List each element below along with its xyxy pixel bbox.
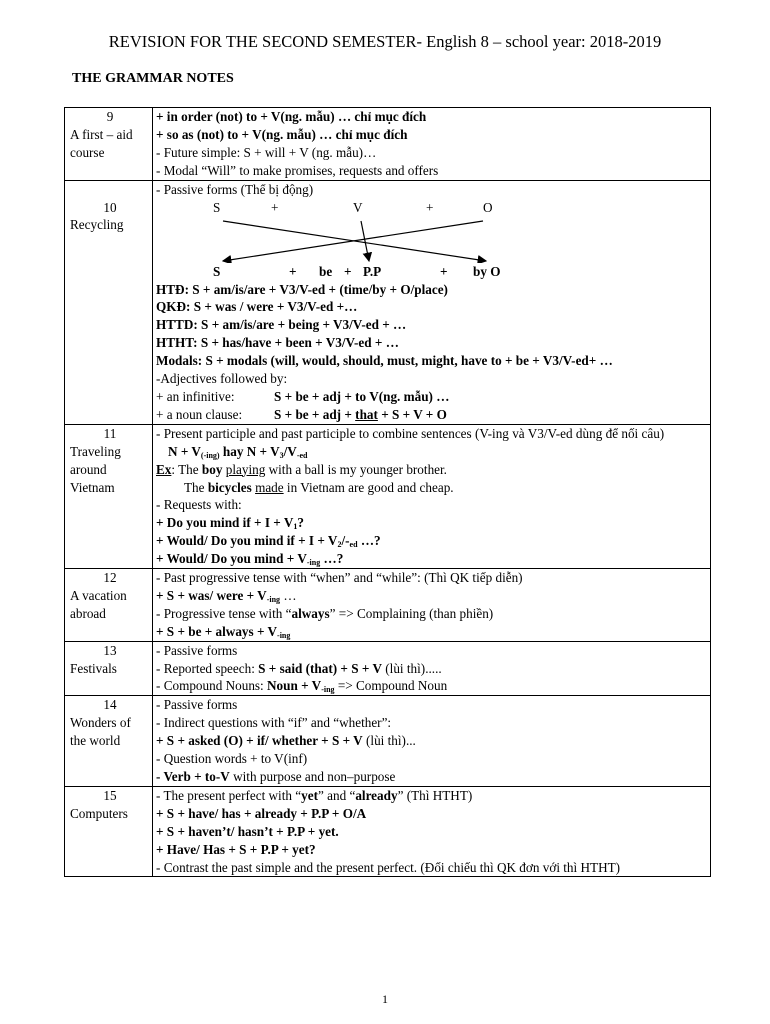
adj-formula: that <box>355 406 378 422</box>
note-line: with purpose and non–purpose <box>229 769 396 784</box>
formula-part: S <box>213 199 221 215</box>
note-line: (lùi thì)..... <box>381 660 442 676</box>
note-line: - Passive forms (Thể bị động) <box>156 181 314 197</box>
grammar-table <box>64 107 711 877</box>
example-text: playing <box>225 461 266 477</box>
table-row <box>65 108 711 181</box>
tense-line: HTTD: S + am/is/are + being + V3/V-ed + … <box>156 317 407 333</box>
tense-line: HTHT: S + has/have + been + V3/V-ed + … <box>156 335 399 351</box>
note-line: - Future simple: S + will + V (ng. mẫu)… <box>156 144 377 160</box>
unit-title: Traveling around Vietnam <box>70 443 121 495</box>
note-line: (lùi thì)... <box>362 733 416 749</box>
note-line: always <box>291 605 330 621</box>
example-text: in Vietnam are good and cheap. <box>283 479 454 495</box>
adj-formula: + S + V + O <box>377 406 447 422</box>
note-line: Noun + V <box>267 678 322 694</box>
tense-line: Modals: S + modals (will, would, should, must, might, have to + be + V3/V-ed+ … <box>156 353 613 369</box>
subscript: -ed <box>296 450 308 460</box>
formula: N + V <box>168 443 201 459</box>
example-text: with a ball is my younger brother. <box>265 461 447 477</box>
unit-cell <box>65 108 153 181</box>
note-line: + S + have/ has + already + P.P + O/A <box>156 805 367 821</box>
note-line: + S + be + always + V <box>156 623 278 639</box>
request-line: …? <box>320 551 344 567</box>
note-line: - Question words + to V(inf) <box>156 751 308 767</box>
subscript: -ing <box>306 558 321 568</box>
subscript: 3 <box>279 450 284 460</box>
unit-cell <box>65 424 153 568</box>
notes-cell <box>153 786 711 877</box>
adj-label: + an infinitive: <box>156 388 235 404</box>
unit-title: Festivals <box>70 660 117 676</box>
unit-number: 10 <box>103 199 117 215</box>
unit-number: 12 <box>103 570 117 586</box>
notes-cell <box>153 108 711 181</box>
note-line: + S + haven’t/ hasn’t + P.P + yet. <box>156 823 339 839</box>
example-label: Ex <box>156 461 172 477</box>
formula-part: by O <box>473 263 501 279</box>
note-line: + Have/ Has + S + P.P + yet? <box>156 841 316 857</box>
unit-title: A first – aid course <box>70 126 133 160</box>
unit-cell <box>65 641 153 696</box>
subscript: ed <box>349 540 358 550</box>
formula: hay N + V <box>219 443 280 459</box>
table-row <box>65 569 711 642</box>
note-line: - Present participle and past participle to combine sentences (V-ing và V3/V-ed dùng để nối câu) <box>156 425 665 441</box>
request-line: + Do you mind if + I + V <box>156 515 294 531</box>
note-line: -Adjectives followed by: <box>156 371 288 387</box>
formula-part: be <box>319 263 333 279</box>
subscript: (-ing) <box>200 450 220 460</box>
note-line: ” => Complaining (than phiền) <box>329 605 494 621</box>
notes-cell <box>153 696 711 787</box>
unit-title: Wonders of the world <box>70 715 131 749</box>
notes-cell <box>153 424 711 568</box>
notes-cell <box>153 641 711 696</box>
request-line: /- <box>341 533 350 549</box>
subscript: -ing <box>277 630 291 640</box>
document-title: REVISION FOR THE SECOND SEMESTER- English 8 – school year: 2018-2019 <box>108 32 662 51</box>
note-line: - Past progressive tense with “when” and “while”: (Thì QK tiếp diễn) <box>156 570 523 586</box>
formula-part: S <box>213 263 221 279</box>
adj-formula: S + be + adj + to V(ng. mẫu) … <box>274 388 450 404</box>
formula-part: P.P <box>363 263 382 279</box>
note-line: ” and “ <box>317 787 356 803</box>
passive-formula <box>156 263 708 281</box>
note-line: - Passive forms <box>156 642 238 658</box>
note-line: + in order (not) to + V(ng. mẫu) … chỉ mục đích <box>156 109 427 124</box>
table-row <box>65 696 711 787</box>
notes-cell <box>153 569 711 642</box>
unit-cell <box>65 180 153 424</box>
unit-cell <box>65 696 153 787</box>
adj-formula: S + be + adj + <box>274 406 356 422</box>
example-text: boy <box>201 461 223 477</box>
unit-number: 15 <box>103 787 117 803</box>
arrow-diagram <box>156 217 556 263</box>
note-line: … <box>280 587 297 603</box>
adj-label: + a noun clause: <box>156 406 243 422</box>
unit-cell <box>65 786 153 877</box>
example-text: The <box>184 479 208 495</box>
active-formula <box>156 199 708 217</box>
table-row <box>65 786 711 877</box>
formula-part: + <box>426 199 434 215</box>
note-line: - Modal “Will” to make promises, requests and offers <box>156 162 439 178</box>
section-heading: THE GRAMMAR NOTES <box>72 71 234 86</box>
subscript: 2 <box>337 540 342 550</box>
note-line: + S + asked (O) + if/ whether + S + V <box>156 733 363 749</box>
formula: /V <box>283 443 297 459</box>
request-line: …? <box>357 533 381 549</box>
note-line: already <box>355 787 398 803</box>
request-line: + Would/ Do you mind if + I + V <box>156 533 338 549</box>
note-line: S + said (that) + S + V <box>258 660 382 676</box>
unit-number: 11 <box>103 425 117 441</box>
formula-part: + <box>440 263 448 279</box>
unit-title: Recycling <box>70 217 124 233</box>
note-line: - Contrast the past simple and the present perfect. (Đối chiếu thì QK đơn với thì HTHT) <box>156 859 621 875</box>
note-line: + S + was/ were + V <box>156 587 267 603</box>
table-row <box>65 641 711 696</box>
subscript: 1 <box>293 522 298 532</box>
formula-part: + <box>289 263 297 279</box>
note-line: ” (Thì HTHT) <box>397 787 473 803</box>
formula-part: + <box>271 199 279 215</box>
unit-title: Computers <box>70 805 128 821</box>
note-line: - Reported speech: <box>156 660 259 676</box>
note-line: - Indirect questions with “if” and “whether”: <box>156 715 392 731</box>
request-line: ? <box>297 515 304 531</box>
formula-part: V <box>353 199 363 215</box>
request-line: + Would/ Do you mind + V <box>156 551 307 567</box>
tense-line: QKĐ: S + was / were + V3/V-ed +… <box>156 299 358 315</box>
note-line: - Verb + to-V <box>156 769 230 784</box>
note-line: - Progressive tense with “ <box>156 605 292 621</box>
unit-number: 13 <box>103 642 117 658</box>
note-line: yet <box>301 787 318 803</box>
note-line: + so as (not) to + V(ng. mẫu) … chỉ mục đích <box>156 126 408 142</box>
table-row <box>65 424 711 568</box>
example-text: made <box>255 479 284 495</box>
example-text: : The <box>171 461 202 477</box>
table-row <box>65 180 711 424</box>
tense-line: HTĐ: S + am/is/are + V3/V-ed + (time/by + O/place) <box>156 281 448 297</box>
note-line: - Compound Nouns: <box>156 678 267 694</box>
notes-cell <box>153 180 711 424</box>
formula-part: O <box>483 199 493 215</box>
transformation-arrows <box>156 217 708 263</box>
note-line: - The present perfect with “ <box>156 787 302 803</box>
arrow-v-to-pp <box>361 221 369 261</box>
subscript: -ing <box>266 594 281 604</box>
example-text: bicycles <box>207 479 252 495</box>
note-line: - Requests with: <box>156 497 242 513</box>
unit-number: 9 <box>106 109 114 124</box>
unit-number: 14 <box>103 697 117 713</box>
page-number: 1 <box>382 992 388 1006</box>
note-line: => Compound Noun <box>334 678 448 694</box>
subscript: -ing <box>321 685 335 695</box>
note-line: - Passive forms <box>156 697 238 713</box>
formula-part: + <box>344 263 352 279</box>
unit-title: A vacation abroad <box>70 587 127 621</box>
unit-cell <box>65 569 153 642</box>
